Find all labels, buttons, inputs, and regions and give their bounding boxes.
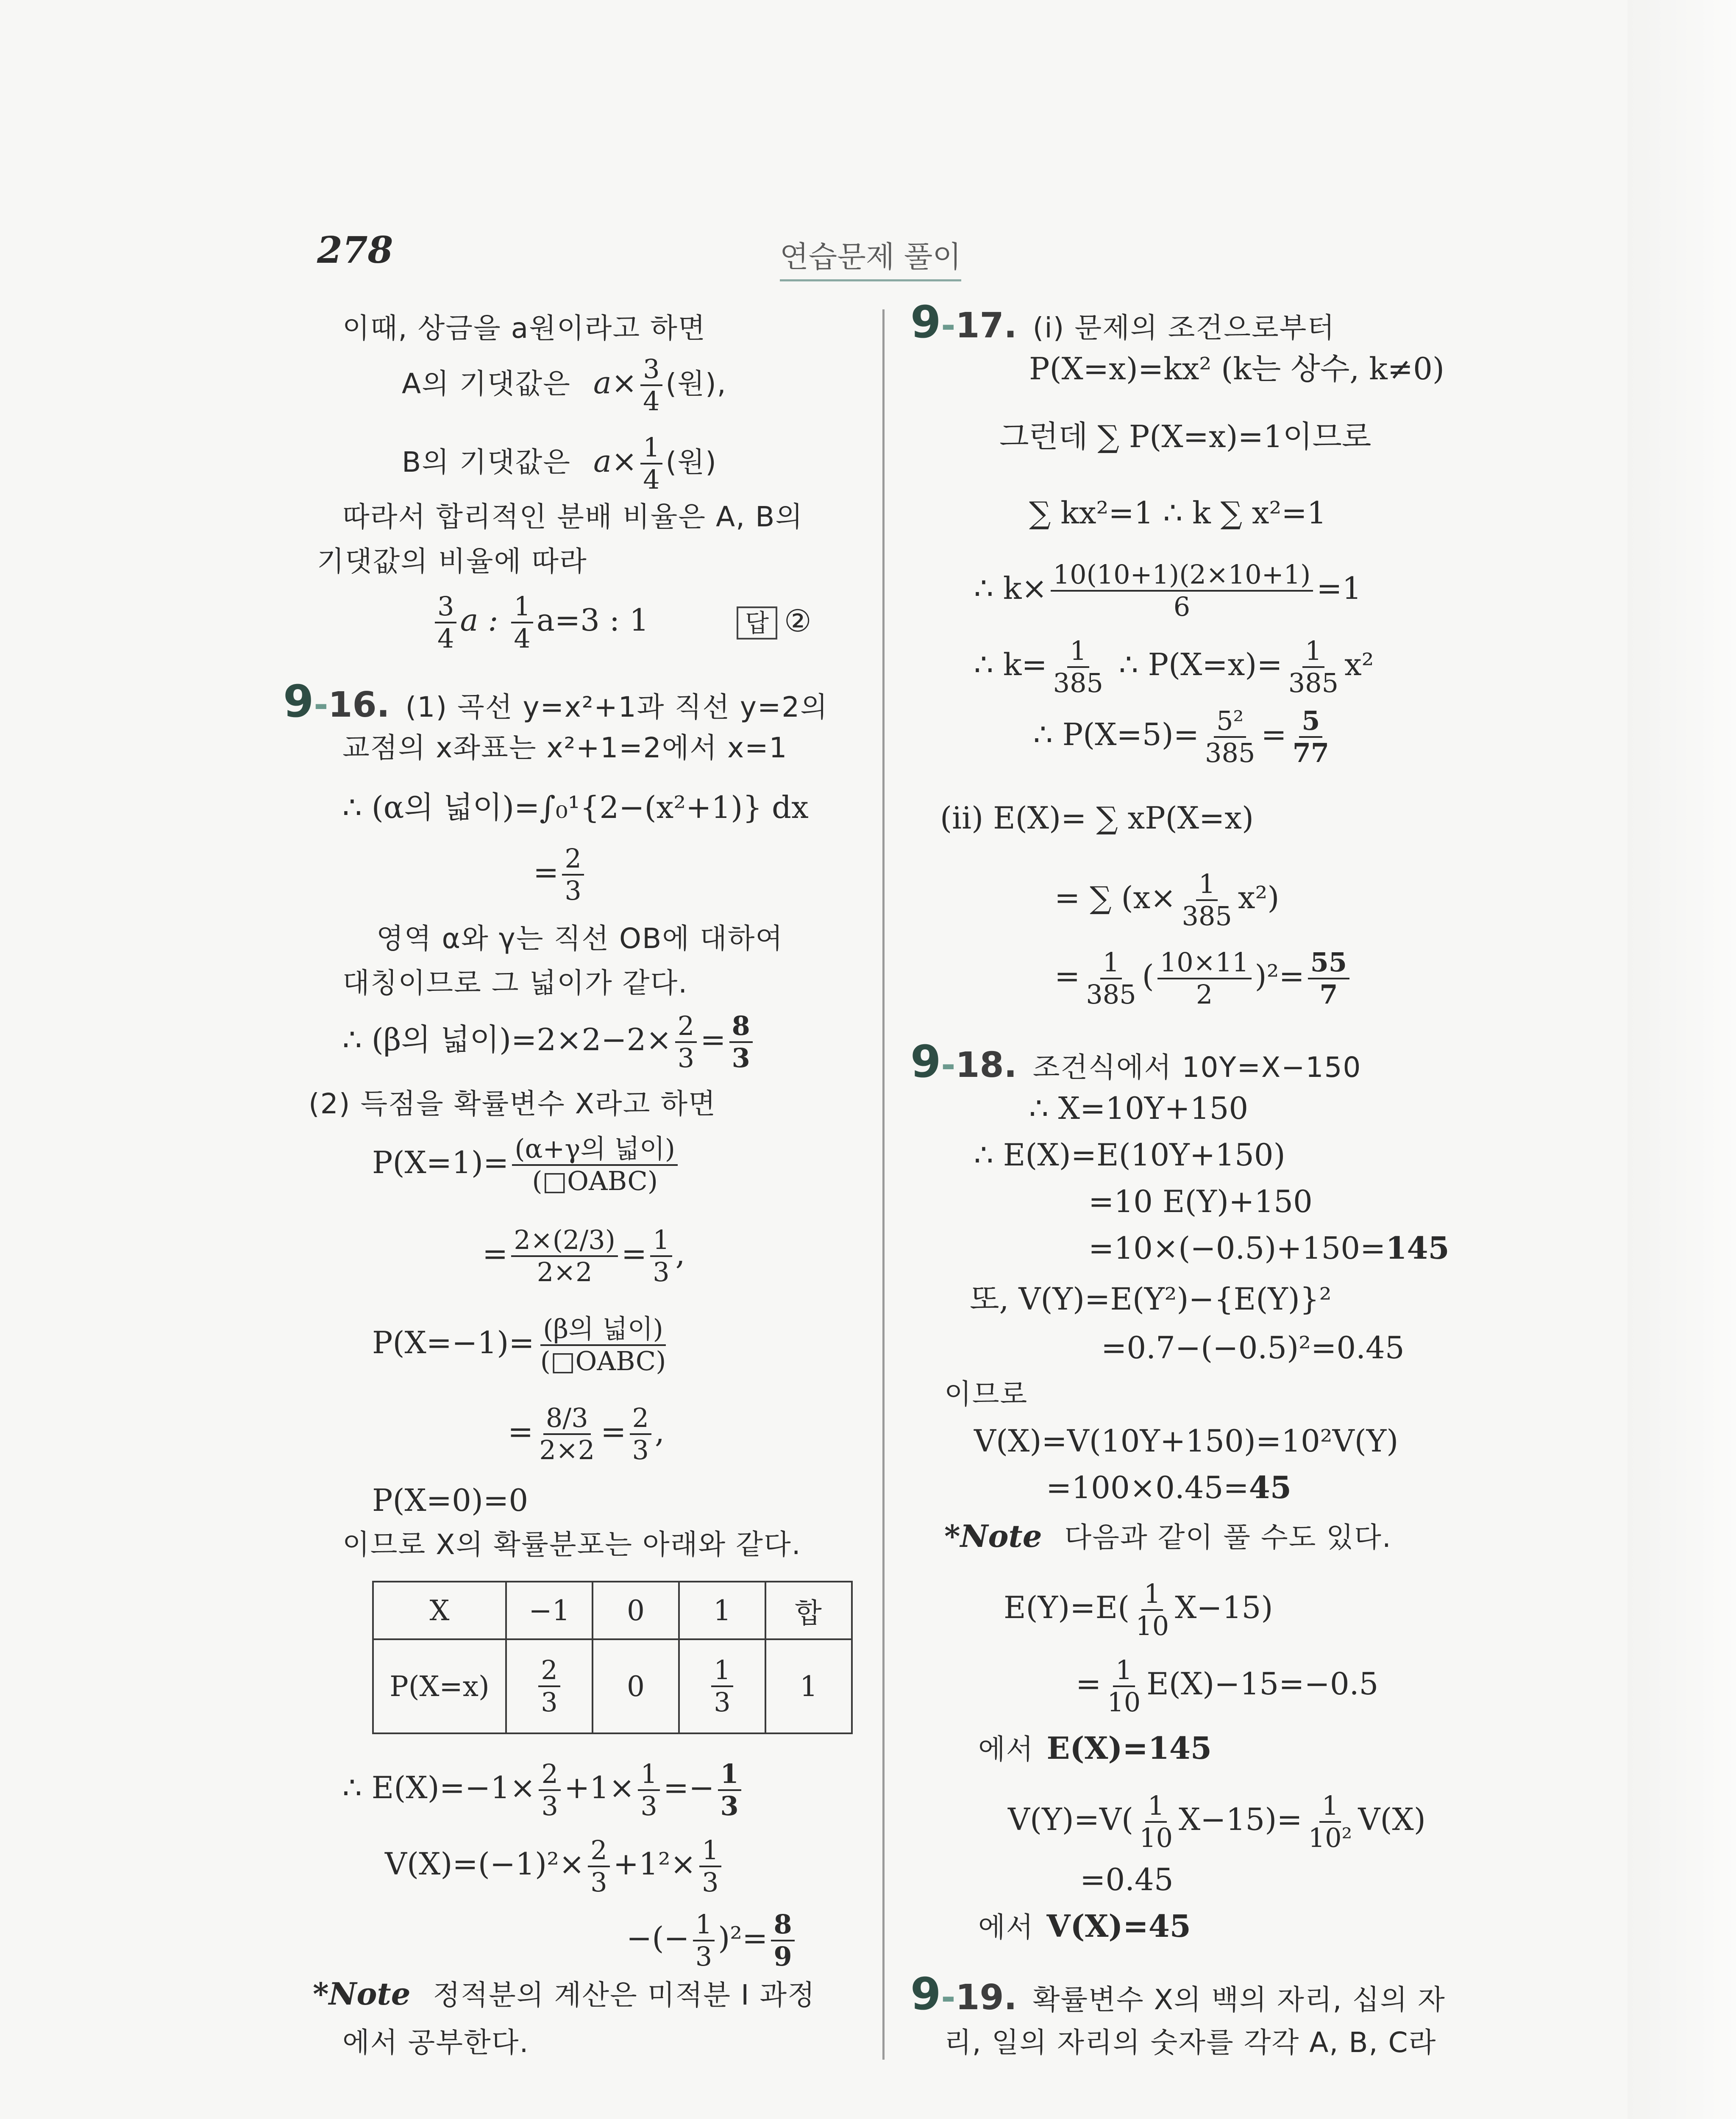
fraction: $\frac{1}{385}$: [1053, 635, 1103, 698]
page-edge: [1628, 0, 1736, 2119]
math-line: −(− $\frac{1}{3}$ )²= $\frac{8}{9}$: [626, 1909, 798, 1972]
math-line: V(X)=(−1)²× $\frac{2}{3}$ +1²× $\frac{1}{3}$: [385, 1835, 725, 1898]
fraction: $\frac{2}{3}$: [588, 1835, 609, 1898]
math-line: ∴ (β의 넓이)=2×2−2× $\frac{2}{3}$ = $\frac{8}{3}$: [342, 1011, 756, 1073]
table-cell: P(X=x): [373, 1639, 506, 1733]
math-line: =10×(−0.5)+150=145: [1088, 1230, 1449, 1266]
fraction: $\frac{\text{(β의 넓이)}}{\text{(□OABC)}}$: [540, 1313, 666, 1377]
fraction: $\frac{1}{4}$: [640, 432, 662, 495]
math-line: P(X=−1)= $\frac{\text{(β의 넓이)}}{\text{(□OABC)}}$: [372, 1314, 672, 1377]
integral-line: ∴ (α의 넓이)=∫₀¹{2−(x²+1)} dx: [342, 790, 809, 825]
note-line: *Note 다음과 같이 풀 수도 있다.: [944, 1518, 1392, 1554]
text-line: 기댓값의 비율에 따라: [317, 545, 587, 578]
math-line: ∑ kx²=1 ∴ k ∑ x²=1: [1029, 495, 1327, 531]
table-cell: X: [373, 1582, 506, 1639]
table-cell: 1: [679, 1582, 765, 1639]
fraction: $\frac{2}{3}$: [562, 843, 584, 906]
text-line: 이므로 X의 확률분포는 아래와 같다.: [342, 1528, 801, 1561]
text-line: 이므로: [944, 1378, 1028, 1410]
math-line: 에서 E(X)=145: [978, 1730, 1212, 1766]
math-line: ∴ E(X)=−1× $\frac{2}{3}$ +1× $\frac{1}{3}$ =− $\frac{1}{3}$: [342, 1759, 745, 1821]
text-line: 따라서 합리적인 분배 비율은 A, B의: [342, 501, 804, 533]
text-line: 리, 일의 자리의 숫자를 각각 A, B, C라: [944, 2026, 1437, 2059]
table-cell: 합: [765, 1582, 852, 1639]
fraction: $\frac{1}{3}$: [638, 1759, 659, 1821]
expectation-a: A의 기댓값은 a× $\frac{3}{4}$ (원),: [402, 353, 727, 417]
fraction: $\frac{5}{77}$: [1292, 705, 1329, 768]
math-line: ∴ E(X)=E(10Y+150): [974, 1137, 1285, 1173]
ratio-line: $\frac{3}{4}$ a : $\frac{1}{4}$ a=3 : 1: [431, 591, 649, 654]
fraction: $\frac{3}{4}$: [640, 354, 662, 417]
fraction: $\frac{1}{\text{10²}}$: [1308, 1790, 1352, 1853]
page-title: 연습문제 풀이: [780, 233, 961, 281]
problem-9-17-heading: 9-17. (i) 문제의 조건으로부터: [910, 296, 1335, 348]
math-line: = $\frac{1}{385}$ ( $\frac{10\times 11}{2}$ )²= $\frac{55}{7}$: [1054, 947, 1353, 1010]
problem-9-16-heading: 9-16. (1) 곡선 y=x²+1과 직선 y=2의: [283, 676, 829, 727]
fraction: $\frac{8}{3}$: [729, 1011, 753, 1073]
problem-9-19-heading: 9-19. 확률변수 X의 백의 자리, 십의 자: [910, 1968, 1446, 2020]
math-line: ∴ X=10Y+150: [1029, 1090, 1249, 1126]
page-number: 278: [317, 229, 393, 272]
fraction: $\frac{1}{3}$: [699, 1835, 721, 1898]
fraction: $\frac{10(10+1)(2\times 10+1)}{6}$: [1051, 559, 1313, 622]
text-line: 이때, 상금을 a원이라고 하면: [342, 312, 706, 345]
fraction: $\frac{1}{4}$: [511, 591, 533, 654]
math-line: 에서 V(X)=45: [978, 1908, 1191, 1944]
fraction: $\frac{2}{3}$: [630, 1403, 651, 1466]
table-cell: $\frac{2}{3}$: [506, 1639, 593, 1733]
fraction: $\frac{2\times(2/3)}{2\times 2}$: [511, 1225, 618, 1288]
math-line: ∴ k× $\frac{10(10+1)(2\times 10+1)}{6}$ =1: [974, 559, 1362, 622]
fraction: $\frac{1}{3}$: [650, 1225, 672, 1288]
math-line: P(X=x)=kx² (k는 상수, k≠0): [1029, 351, 1445, 387]
problem-9-18-heading: 9-18. 조건식에서 10Y=X−150: [910, 1036, 1362, 1087]
fraction: $\frac{1}{385}$: [1288, 635, 1339, 698]
math-line: P(X=1)= $\frac{\text{(α+γ의 넓이)}}{\text{(□OABC)}}$: [372, 1134, 681, 1196]
fraction: $\frac{3}{4}$: [435, 591, 456, 654]
probability-table: [372, 1581, 853, 1734]
fraction: $\frac{55}{7}$: [1308, 947, 1349, 1010]
fraction: $\frac{1}{3}$: [693, 1909, 715, 1972]
answer-mark: 답 ②: [737, 602, 812, 640]
math-line: =0.45: [1080, 1862, 1174, 1897]
fraction: $\frac{\text{(α+γ의 넓이)}}{\text{(□OABC)}}$: [512, 1134, 678, 1196]
math-line: V(X)=V(10Y+150)=10²V(Y): [974, 1423, 1399, 1459]
fraction: $\frac{1}{385}$: [1182, 868, 1232, 932]
table-row: [373, 1582, 852, 1639]
math-line: P(X=0)=0: [372, 1482, 529, 1518]
column-divider: [882, 309, 885, 2060]
text-line: 대칭이므로 그 넓이가 같다.: [342, 967, 688, 999]
answer-box: 답: [737, 606, 777, 640]
math-line: =10 E(Y)+150: [1088, 1184, 1313, 1219]
text-line: (2) 득점을 확률변수 X라고 하면: [309, 1087, 716, 1120]
table-cell: −1: [506, 1582, 593, 1639]
note-label: *Note: [944, 1518, 1042, 1554]
table-row: [373, 1639, 852, 1733]
table-cell: 0: [593, 1582, 679, 1639]
fraction: $\frac{1}{10}$: [1139, 1790, 1173, 1853]
math-line: ∴ k= $\frac{1}{385}$ ∴ P(X=x)= $\frac{1}{385}$ x²: [974, 635, 1374, 698]
fraction: $\frac{\text{5²}}{385}$: [1205, 705, 1255, 768]
math-line: 그런데 ∑ P(X=x)=1이므로: [999, 419, 1372, 454]
note-line: *Note 정적분의 계산은 미적분 I 과정: [313, 1976, 815, 2012]
math-line: V(Y)=V( $\frac{1}{10}$ X−15)= $\frac{1}{\text{10²}}$ V(X): [1008, 1790, 1426, 1853]
fraction: $\frac{8/3}{2\times 2}$: [539, 1402, 595, 1466]
fraction: $\frac{1}{3}$: [718, 1759, 741, 1821]
fraction: $\frac{10\times 11}{2}$: [1157, 947, 1252, 1010]
fraction: $\frac{1}{10}$: [1135, 1578, 1169, 1641]
text-line: 에서 공부한다.: [342, 2026, 529, 2059]
math-line: ∴ P(X=5)= $\frac{\text{5²}}{385}$ = $\frac{5}{77}$: [1033, 706, 1335, 768]
fraction: $\frac{8}{9}$: [771, 1909, 794, 1972]
table-cell: $\frac{1}{3}$: [679, 1639, 765, 1733]
math-line: = $\frac{1}{10}$ E(X)−15=−0.5: [1076, 1655, 1379, 1718]
table-cell: 1: [765, 1639, 852, 1733]
math-line: = ∑ (x× $\frac{1}{385}$ x²): [1054, 868, 1280, 932]
math-line: (ii) E(X)= ∑ xP(X=x): [940, 800, 1254, 836]
math-line: =0.7−(−0.5)²=0.45: [1101, 1330, 1405, 1365]
math-line: E(Y)=E( $\frac{1}{10}$ X−15): [1004, 1578, 1273, 1641]
note-label: *Note: [313, 1976, 411, 2012]
math-line: 또, V(Y)=E(Y²)−{E(Y)}²: [970, 1281, 1332, 1317]
text-line: 영역 α와 γ는 직선 OB에 대하여: [376, 922, 784, 955]
math-line: = $\frac{2}{3}$: [533, 843, 587, 906]
fraction: $\frac{1}{385}$: [1086, 947, 1136, 1010]
fraction: $\frac{1}{10}$: [1107, 1655, 1141, 1718]
table-cell: 0: [593, 1639, 679, 1733]
math-line: = $\frac{2\times(2/3)}{2\times 2}$ = $\frac{1}{3}$ ,: [482, 1224, 685, 1288]
expectation-b: B의 기댓값은 a× $\frac{1}{4}$ (원): [402, 432, 717, 495]
fraction: $\frac{2}{3}$: [539, 1759, 560, 1821]
text-line: 교점의 x좌표는 x²+1=2에서 x=1: [342, 731, 788, 764]
fraction: $\frac{2}{3}$: [675, 1011, 697, 1073]
math-line: = $\frac{8/3}{2\times 2}$ = $\frac{2}{3}$ ,: [508, 1402, 665, 1466]
math-line: =100×0.45=45: [1046, 1469, 1291, 1505]
